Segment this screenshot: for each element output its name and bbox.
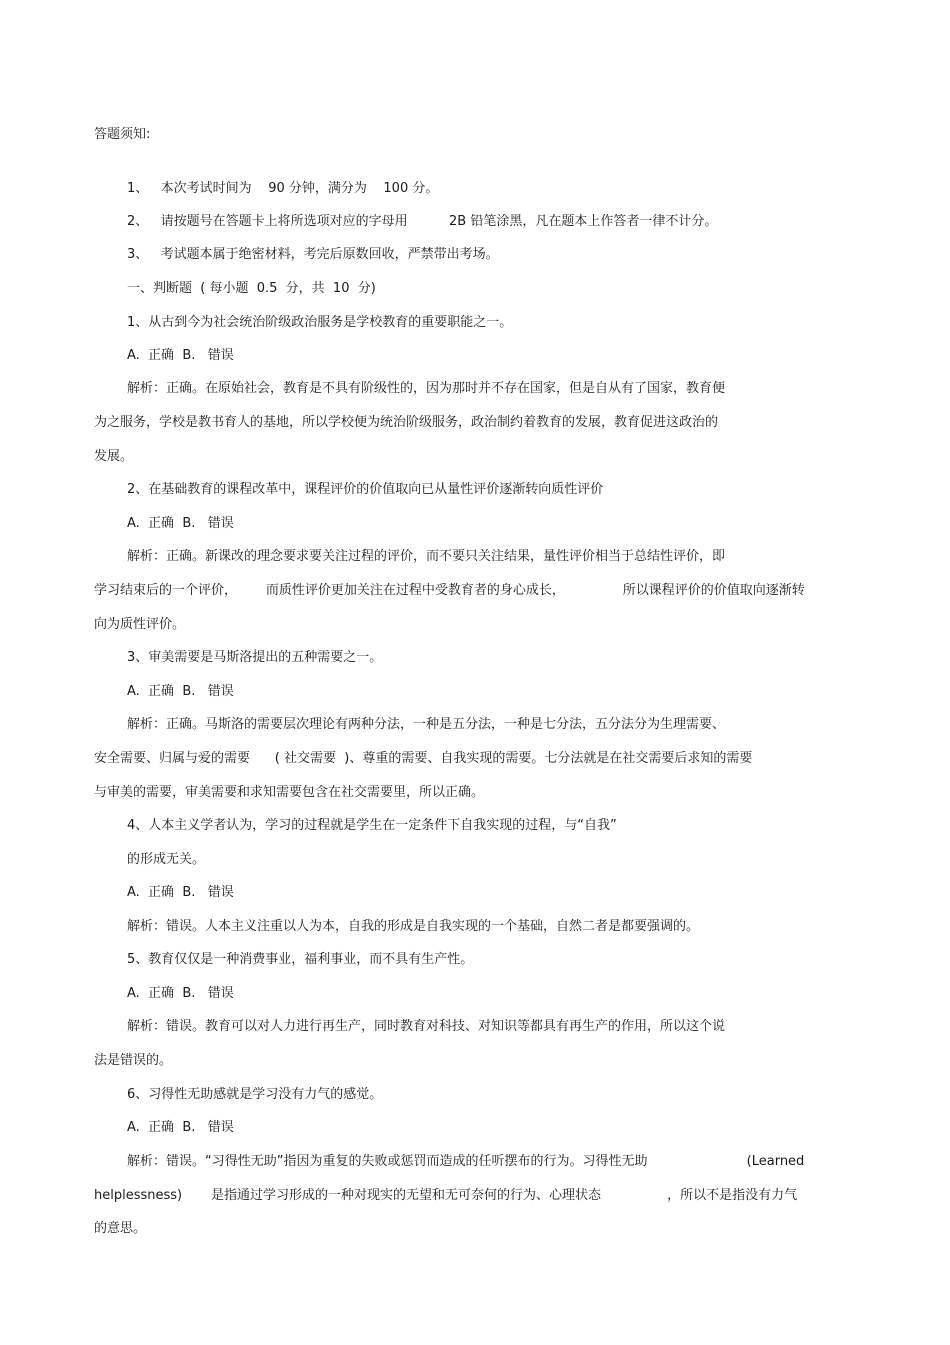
- question-5-stem: 5、教育仅仅是一种消费事业，福利事业，而不具有生产性。: [127, 952, 474, 967]
- question-6-stem: 6、习得性无助感就是学习没有力气的感觉。: [127, 1087, 383, 1102]
- question-3-analysis-line-2: 安全需要、归属与爱的需要 ( 社交需要 )、尊重的需要、自我实现的需要。七分法就是在社交需要后求知的需要: [94, 751, 753, 766]
- question-4-stem-line-1: 4、人本主义学者认为，学习的过程就是学生在一定条件下自我实现的过程，与“自我”: [127, 818, 617, 833]
- question-1-stem: 1、从古到今为社会统治阶级政治服务是学校教育的重要职能之一。: [127, 315, 513, 330]
- question-4-analysis-line-1: 解析：错误。人本主义注重以人为本，自我的形成是自我实现的一个基础，自然二者是都要强调的。: [127, 919, 700, 934]
- question-1-options: A. 正确 B. 错误: [127, 348, 234, 363]
- notice-item-2: 2、 请按题号在答题卡上将所选项对应的字母用 2B 铅笔涂黑，凡在题本上作答者一律不计分。: [127, 214, 718, 229]
- question-2-stem: 2、在基础教育的课程改革中，课程评价的价值取向已从量性评价逐渐转向质性评价: [127, 482, 604, 497]
- question-1-analysis-line-3: 发展。: [94, 449, 134, 464]
- question-2-analysis-line-3: 向为质性评价。: [94, 617, 186, 632]
- question-1-analysis-line-1: 解析：正确。在原始社会，教育是不具有阶级性的，因为那时并不存在国家，但是自从有了国家，教育便: [127, 381, 726, 396]
- question-6-analysis-line-3: 的意思。: [94, 1221, 147, 1236]
- question-6-analysis-line-1: 解析：错误。“习得性无助”指因为重复的失败或惩罚而造成的任听摆布的行为。习得性无助 (Learned: [127, 1154, 805, 1169]
- notice-item-3: 3、 考试题本属于绝密材料，考完后原数回收，严禁带出考场。: [127, 247, 499, 262]
- question-5-analysis-line-2: 法是错误的。: [94, 1053, 173, 1068]
- notice-item-1: 1、 本次考试时间为 90 分钟，满分为 100 分。: [127, 181, 439, 196]
- notice-title: 答题须知:: [94, 127, 151, 142]
- question-5-options: A. 正确 B. 错误: [127, 986, 234, 1001]
- question-2-analysis-line-2: 学习结束后的一个评价， 而质性评价更加关注在过程中受教育者的身心成长， 所以课程评价的价值取向逐渐转: [94, 583, 805, 598]
- question-1-analysis-line-2: 为之服务，学校是教书育人的基地，所以学校便为统治阶级服务，政治制约着教育的发展，教育促进这政治的: [94, 415, 719, 430]
- question-2-options: A. 正确 B. 错误: [127, 516, 234, 531]
- question-4-stem-line-2: 的形成无关。: [127, 852, 206, 867]
- question-2-analysis-line-1: 解析：正确。新课改的理念要求要关注过程的评价，而不要只关注结果，量性评价相当于总结性评价，即: [127, 549, 726, 564]
- question-3-stem: 3、审美需要是马斯洛提出的五种需要之一。: [127, 650, 383, 665]
- question-5-analysis-line-1: 解析：错误。教育可以对人力进行再生产，同时教育对科技、对知识等都具有再生产的作用，所以这个说: [127, 1019, 726, 1034]
- question-3-analysis-line-3: 与审美的需要，审美需要和求知需要包含在社交需要里，所以正确。: [94, 785, 485, 800]
- question-6-options: A. 正确 B. 错误: [127, 1120, 234, 1135]
- question-4-options: A. 正确 B. 错误: [127, 885, 234, 900]
- question-3-options: A. 正确 B. 错误: [127, 684, 234, 699]
- question-3-analysis-line-1: 解析：正确。马斯洛的需要层次理论有两种分法，一种是五分法，一种是七分法，五分法分为生理需要、: [127, 717, 726, 732]
- question-6-analysis-line-2: helplessness) 是指通过学习形成的一种对现实的无望和无可奈何的行为、心理状态 ，所以不是指没有力气: [94, 1188, 798, 1203]
- section-title: 一、判断题 ( 每小题 0.5 分，共 10 分): [127, 281, 376, 296]
